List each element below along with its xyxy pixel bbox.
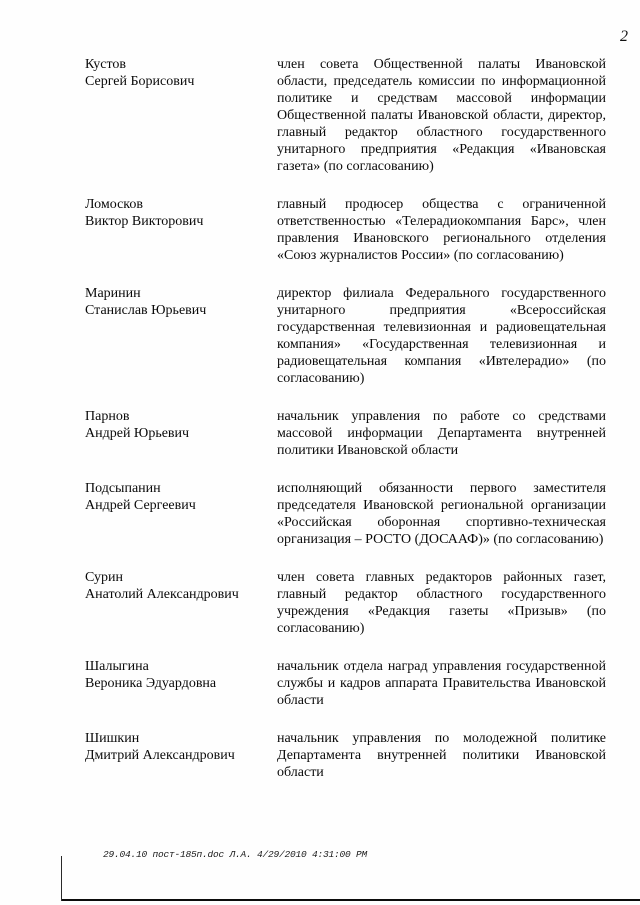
entries-list <box>85 56 606 781</box>
member-description: исполняющий обязанности первого заместителя председателя Ивановской региональной организации «Российская оборонная спортивно-техническая организация – РОСТО (ДОСААФ)» (по согласованию) <box>277 481 606 547</box>
member-given-names: Виктор Викторович <box>85 214 204 229</box>
member-name <box>85 285 277 319</box>
member-surname: Кустов <box>85 57 127 72</box>
member-given-names: Станислав Юрьевич <box>85 303 207 318</box>
member-given-names: Сергей Борисович <box>85 74 195 89</box>
member-surname: Парнов <box>85 409 130 424</box>
committee-member-row <box>85 56 606 175</box>
footer-note: 29.04.10 пост-185п.doc Л.А. 4/29/2010 4:31:00 PM <box>103 849 368 860</box>
member-given-names: Анатолий Александрович <box>85 587 239 602</box>
member-description: начальник управления по работе со средствами массовой информации Департамента внутренней политики Ивановской области <box>277 409 606 458</box>
committee-member-row <box>85 408 606 459</box>
member-description: директор филиала Федерального государственного унитарного предприятия «Всероссийская государственная телевизионная и радиовещательная компания» «Государственная телевизионная и радиовещательная компания «Ивтелерадио» (по согласованию) <box>277 286 606 386</box>
member-description: начальник отдела наград управления государственной службы и кадров аппарата Правительства Ивановской области <box>277 659 606 708</box>
page-number: 2 <box>620 28 628 45</box>
member-name <box>85 408 277 442</box>
member-surname: Ломосков <box>85 197 144 212</box>
member-description: начальник управления по молодежной политике Департамента внутренней политики Ивановской области <box>277 731 606 780</box>
member-given-names: Андрей Сергеевич <box>85 498 196 513</box>
scan-artifact-bottom-line <box>62 899 640 901</box>
member-description: член совета Общественной палаты Ивановской области, председатель комиссии по информационной политике и средствам массовой информации Общественной палаты Ивановской области, директор, главный редактор областного государственного унитарного предприятия «Редакция «Ивановская газета» (по согласованию) <box>277 57 606 174</box>
member-given-names: Дмитрий Александрович <box>85 748 235 763</box>
member-surname: Шалыгина <box>85 659 149 674</box>
committee-member-row <box>85 569 606 637</box>
member-surname: Подсыпанин <box>85 481 161 496</box>
member-surname: Маринин <box>85 286 141 301</box>
member-name <box>85 56 277 90</box>
member-name <box>85 196 277 230</box>
member-name <box>85 658 277 692</box>
scan-artifact-left-line <box>61 856 62 901</box>
member-description: главный продюсер общества с ограниченной ответственностью «Телерадиокомпания Барс», член правления Ивановского регионального отделения «Союз журналистов России» (по согласованию) <box>277 197 606 263</box>
committee-member-row <box>85 480 606 548</box>
member-given-names: Вероника Эдуардовна <box>85 676 217 691</box>
member-name <box>85 480 277 514</box>
member-surname: Шишкин <box>85 731 140 746</box>
member-name <box>85 569 277 603</box>
member-surname: Сурин <box>85 570 123 585</box>
committee-member-row <box>85 658 606 709</box>
committee-member-row <box>85 730 606 781</box>
committee-member-row <box>85 196 606 264</box>
member-given-names: Андрей Юрьевич <box>85 426 190 441</box>
member-description: член совета главных редакторов районных газет, главный редактор областного государственного учреждения «Редакция газеты «Призыв» (по согласованию) <box>277 570 606 636</box>
member-name <box>85 730 277 764</box>
committee-member-row <box>85 285 606 387</box>
